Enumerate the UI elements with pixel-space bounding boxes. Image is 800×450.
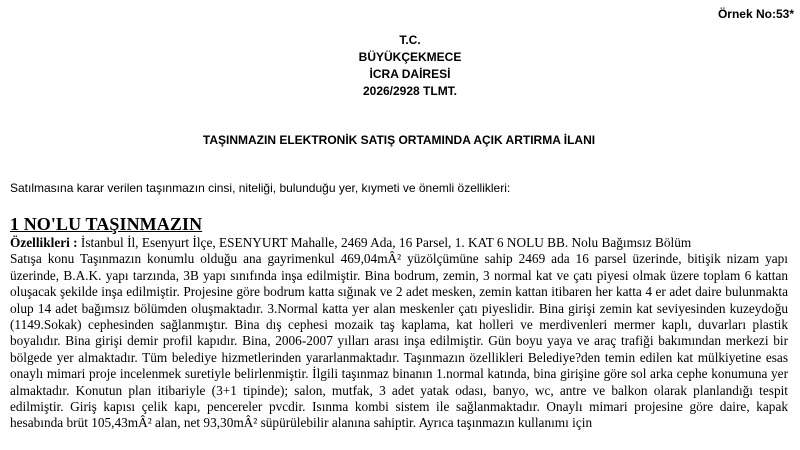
- intro-text: Satılmasına karar verilen taşınmazın cinsi, niteliği, bulunduğu yer, kıymeti ve önemli özellikleri:: [10, 181, 511, 195]
- header-line-tc: T.C.: [399, 33, 421, 47]
- ozellikler-value: İstanbul İl, Esenyurt İlçe, ESENYURT Mahalle, 2469 Ada, 16 Parsel, 1. KAT 6 NOLU BB. Nolu Bağımsız Bölüm: [77, 235, 692, 250]
- property-description: Satışa konu Taşınmazın konumlu olduğu ana gayrimenkul 469,04mÂ² yüzölçümüne sahip 2469 ada 16 parsel üzerinde, bitişik nizam yapı üzerinde, B.A.K. yapı tarzında, 3B yapı sınıfında inşa edilmiştir. Bina bodrum, zemin, 3 normal kat ve çatı piyesi olmak üzere toplam 6 kattan oluşacak şekilde inşa edilmiştir. Projesine göre bodrum katta sığınak ve 2 adet mesken, zemin kattan itibaren her katta 4 er adet daire bulunmakta olup 14 adet bağımsız bölümden oluşmaktadır. 3.Normal katta yer alan meskenler çatı piyeslidir. Bina girişi zemin kat seviyesinden kuzeydoğu (1149.Sokak) cephesinden sağlanmıştır. Bina dış cephesi mozaik taş kaplama, kat holleri ve merdivenleri mermer kaplı, duvarları plastik boyalıdır. Bina girişi demir profil kapıdır. Bina, 2006-2007 yılları arası inşa edilmiştir. Gün boyu yaya ve araç trafiği bakımından merkezi bir bölgede yer almaktadır. Tüm belediye hizmetlerinden yararlanmaktadır. Taşınmazın özellikleri Belediye?den temin edilen kat mülkiyetine esas onaylı mimari proje incelenmek suretiyle belirlenmiştir. İlgili taşınmaz binanın 1.normal katında, bina girişine göre sol arka cephe konumuna yer almaktadır. Konutun plan itibariyle (3+1 tipinde); salon, mutfak, 3 adet yatak odası, banyo, wc, antre ve balkon olarak planlandığı tespit edilmiştir. Giriş kapısı çelik kapı, pencereler pvcdir. Isınma kombi sistem ile sağlanmaktadır. Onaylı mimari projesine göre daire, kapak hesabında brüt 105,43mÂ² alan, net 93,30mÂ² süpürülebilir alanına sahiptir. Ayrıca taşınmazın kullanımı için: [10, 251, 788, 431]
- property-details: [10, 235, 788, 432]
- ozellikler-line: [10, 235, 788, 251]
- document-header: [0, 32, 800, 100]
- header-line-file-number: 2026/2928 TLMT.: [362, 84, 458, 98]
- header-line-court: BÜYÜKÇEKMECE: [358, 50, 462, 64]
- header-line-office: İCRA DAİRESİ: [369, 67, 451, 81]
- section-title: 1 NO'LU TAŞINMAZIN: [10, 214, 203, 234]
- announcement-title-text: TAŞINMAZIN ELEKTRONİK SATIŞ ORTAMINDA AÇIK ARTIRMA İLANI: [202, 133, 596, 147]
- announcement-title: [0, 133, 800, 147]
- ozellikler-label: Özellikleri :: [10, 235, 78, 250]
- form-number: Örnek No:53*: [717, 7, 794, 21]
